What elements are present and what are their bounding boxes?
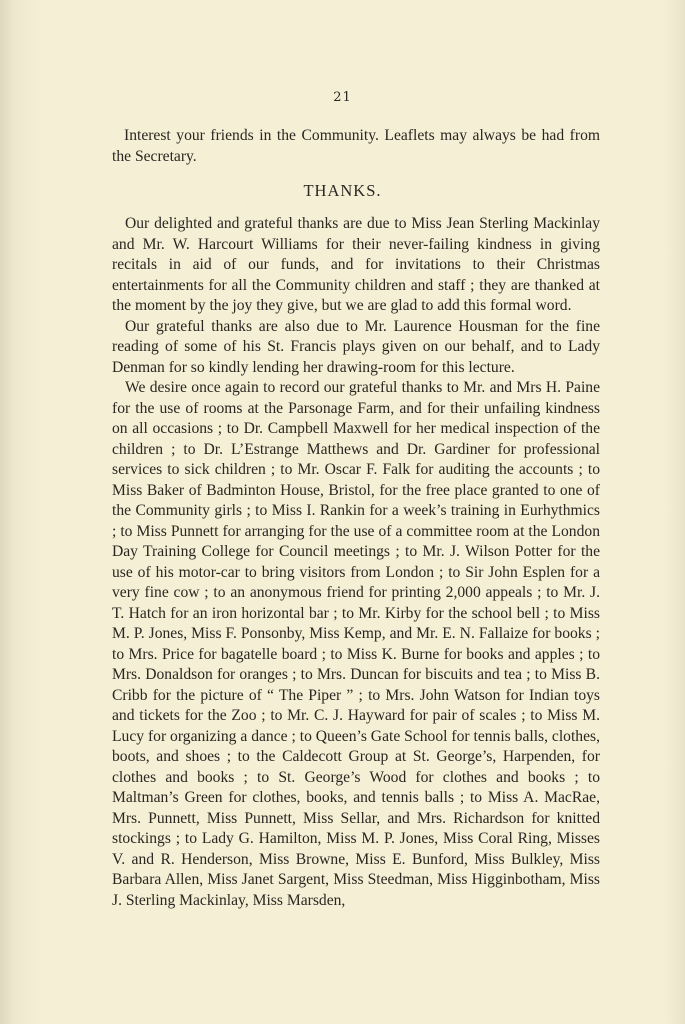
thanks-section — [112, 214, 600, 911]
thanks-paragraph-2: Our grateful thanks are also due to Mr. Laurence Housman for the fine reading of some of his St. Francis plays given on our behalf, and to Lady Denman for so kindly lending her drawing-room for this lecture. — [112, 317, 600, 376]
thanks-paragraph-1: Our delighted and grateful thanks are due to Miss Jean Sterling Mackinlay and Mr. W. Harcourt Williams for their never-failing kindness in giving recitals in aid of our funds, and for invitations to their Christmas entertainments for all the Community children and staff ; they are thanked at the moment by the joy they give, but we are glad to add this formal word. — [112, 215, 600, 314]
section-heading: THANKS. — [303, 181, 382, 200]
intro-paragraph: Interest your friends in the Community. Leaflets may always be had from the Secretary. — [112, 127, 600, 165]
page-number: 21 — [333, 90, 352, 105]
intro-block — [112, 126, 600, 167]
thanks-paragraph-3: We desire once again to record our grateful thanks to Mr. and Mrs H. Paine for the use of rooms at the Parsonage Farm, and for their unfailing kindness on all occasions ; to Dr. Campbell Maxwell for her medical inspection of the children ; to Dr. L’Estrange Matthews and Dr. Gardiner for professional services to sick children ; to Mr. Oscar F. Falk for auditing the accounts ; to Miss Baker of Badminton House, Bristol, for the free place granted to one of the Community girls ; to Miss I. Rankin for a week’s training in Eurhythmics ; to Miss Punnett for arranging for the use of a committee room at the London Day Training College for Council meetings ; to Mr. J. Wilson Potter for the use of his motor-car to bring visitors from London ; to Sir John Esplen for a very fine cow ; to an anonymous friend for printing 2,000 appeals ; to Mr. J. T. Hatch for an iron horizontal bar ; to Mr. Kirby for the school bell ; to Miss M. P. Jones, Miss F. Ponsonby, Miss Kemp, and Mr. E. N. Fallaize for books ; to Mrs. Price for bagatelle board ; to Miss K. Burne for books and apples ; to Mrs. Donaldson for oranges ; to Mrs. Duncan for biscuits and tea ; to Miss B. Cribb for the picture of “ The Piper ” ; to Mrs. John Watson for Indian toys and tickets for the Zoo ; to Mr. C. J. Hayward for pair of scales ; to Miss M. Lucy for organizing a dance ; to Queen’s Gate School for tennis balls, clothes, boots, and shoes ; to the Caldecott Group at St. George’s, Harpenden, for clothes and books ; to St. George’s Wood for clothes and books ; to Maltman’s Green for clothes, books, and tennis balls ; to Miss A. MacRae, Mrs. Punnett, Miss Punnett, Miss Sellar, and Mrs. Richardson for knitted stockings ; to Lady G. Hamilton, Miss M. P. Jones, Miss Coral Ring, Misses V. and R. Henderson, Miss Browne, Miss E. Bunford, Miss Bulkley, Miss Barbara Allen, Miss Janet Sargent, Miss Steedman, Miss Higginbotham, Miss J. Sterling Mackinlay, Miss Marsden, — [112, 379, 600, 909]
